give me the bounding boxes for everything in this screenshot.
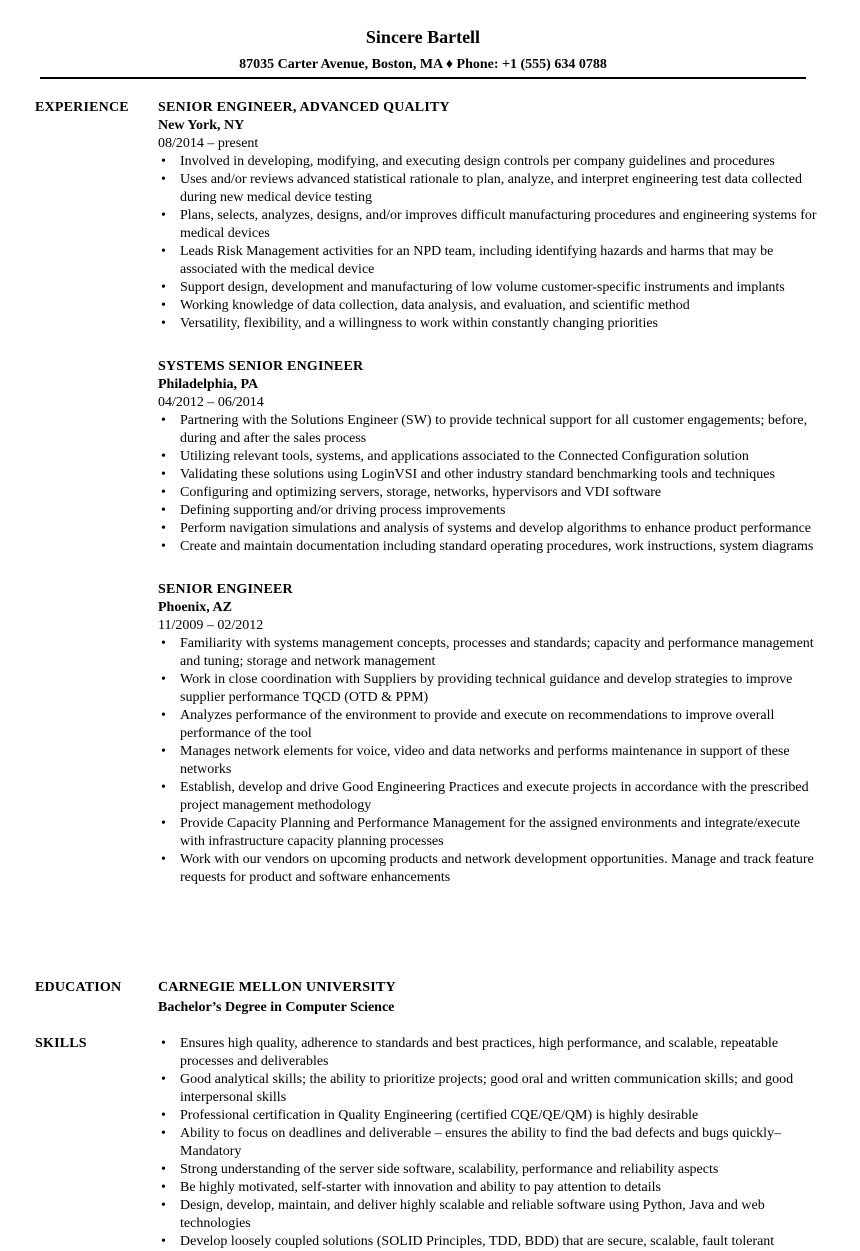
resume-header <box>0 26 846 74</box>
job-bullets <box>158 153 818 333</box>
list-item: • Support design, development and manufacturing of low volume customer-specific instruments and implants <box>161 280 785 295</box>
candidate-name: Sincere Bartell <box>365 27 481 47</box>
section-label-experience: EXPERIENCE <box>35 100 129 115</box>
bullet-text: Defining supporting and/or driving process improvements <box>180 503 506 518</box>
skills-bullets <box>158 1035 818 1251</box>
bullet-text: Leads Risk Management activities for an NPD team, including identifying hazards and harms that may be associated with the medical device <box>180 244 774 277</box>
job-title: SYSTEMS SENIOR ENGINEER <box>158 359 364 374</box>
bullet-text: Perform navigation simulations and analysis of systems and develop algorithms to enhance product performance <box>180 521 812 536</box>
job-dates: 11/2009 – 02/2012 <box>158 618 264 633</box>
bullet-text: Partnering with the Solutions Engineer (SW) to provide technical support for all customer engagements; before, during and after the sales process <box>180 413 808 446</box>
bullet-text: Validating these solutions using LoginVSI and other industry standard benchmarking tools and techniques <box>180 467 775 482</box>
list-item: • Professional certification in Quality Engineering (certified CQE/QE/QM) is highly desirable <box>161 1108 699 1123</box>
bullet-text: Work in close coordination with Suppliers by providing technical guidance and develop strategies to improve supplier performance TQCD (OTD & PPM) <box>180 672 793 705</box>
section-label-education: EDUCATION <box>35 980 122 995</box>
bullet-text: Working knowledge of data collection, data analysis, and evaluation, and scientific method <box>180 298 690 313</box>
bullet-text: Analyzes performance of the environment to provide and execute on recommendations to improve overall performance of the tool <box>180 708 775 741</box>
bullet-text: Versatility, flexibility, and a willingness to work within constantly changing priorities <box>180 316 658 331</box>
list-item: • Versatility, flexibility, and a willingness to work within constantly changing priorities <box>161 316 658 331</box>
list-item: • Create and maintain documentation including standard operating procedures, work instructions, system diagrams <box>161 539 814 554</box>
list-item: • Work with our vendors on upcoming products and network development opportunities. Manage and track feature requests for product and software enhancements <box>161 852 814 885</box>
job-dates: 08/2014 – present <box>158 136 259 151</box>
bullet-text: Involved in developing, modifying, and executing design controls per company guidelines and procedures <box>180 154 775 169</box>
bullet-text: Work with our vendors on upcoming products and network development opportunities. Manage and track feature requests for product and software enhancements <box>180 852 814 885</box>
job-entry <box>158 99 818 333</box>
bullet-text: Create and maintain documentation including standard operating procedures, work instructions, system diagrams <box>180 539 814 554</box>
bullet-text: Establish, develop and drive Good Engineering Practices and execute projects in accordance with the prescribed project management methodology <box>180 780 809 813</box>
bullet-text: Good analytical skills; the ability to prioritize projects; good oral and written communication skills; and good interpersonal skills <box>180 1072 794 1105</box>
job-location: Phoenix, AZ <box>158 600 232 615</box>
list-item: • Involved in developing, modifying, and executing design controls per company guidelines and procedures <box>161 154 775 169</box>
list-item: • Be highly motivated, self-starter with innovation and ability to pay attention to details <box>161 1180 661 1195</box>
header-divider <box>40 77 806 79</box>
education-school: CARNEGIE MELLON UNIVERSITY <box>158 980 396 995</box>
experience-body <box>158 99 818 887</box>
bullet-text: Uses and/or reviews advanced statistical rationale to plan, analyze, and interpret engineering test data collected during new medical device testing <box>180 172 802 205</box>
job-title: SENIOR ENGINEER <box>158 582 293 597</box>
list-item: • Validating these solutions using LoginVSI and other industry standard benchmarking tools and techniques <box>161 467 775 482</box>
bullet-text: Ability to focus on deadlines and deliverable – ensures the ability to find the bad defects and bugs quickly– Mandatory <box>180 1126 782 1159</box>
bullet-text: Ensures high quality, adherence to standards and best practices, high performance, and scalable, repeatable processes and deliverables <box>180 1036 779 1069</box>
list-item: • Design, develop, maintain, and deliver highly scalable and reliable software using Python, Java and web technologies <box>161 1198 765 1231</box>
education-degree: Bachelor’s Degree in Computer Science <box>158 1000 395 1015</box>
list-item: • Plans, selects, analyzes, designs, and/or improves difficult manufacturing procedures and engineering systems for medical devices <box>161 208 817 241</box>
job-entry <box>158 358 818 556</box>
bullet-text: Be highly motivated, self-starter with innovation and ability to pay attention to details <box>180 1180 661 1195</box>
bullet-text: Configuring and optimizing servers, storage, networks, hypervisors and VDI software <box>180 485 662 500</box>
list-item: • Ensures high quality, adherence to standards and best practices, high performance, and scalable, repeatable processes and deliverables <box>161 1036 779 1069</box>
list-item: • Analyzes performance of the environment to provide and execute on recommendations to improve overall performance of the tool <box>161 708 775 741</box>
list-item: • Provide Capacity Planning and Performance Management for the assigned environments and integrate/execute with infrastructure capacity planning processes <box>161 816 801 849</box>
skills-body <box>158 1035 818 1251</box>
list-item: • Working knowledge of data collection, data analysis, and evaluation, and scientific method <box>161 298 690 313</box>
job-location: New York, NY <box>158 118 245 133</box>
bullet-text: Familiarity with systems management concepts, processes and standards; capacity and performance management and tuning; storage and network management <box>180 636 814 669</box>
job-dates: 04/2012 – 06/2014 <box>158 395 264 410</box>
job-location: Philadelphia, PA <box>158 377 259 392</box>
contact-line: 87035 Carter Avenue, Boston, MA ♦ Phone: +1 (555) 634 0788 <box>239 57 607 72</box>
bullet-text: Design, develop, maintain, and deliver highly scalable and reliable software using Python, Java and web technologies <box>180 1198 765 1231</box>
bullet-text: Manages network elements for voice, video and data networks and performs maintenance in support of these networks <box>180 744 790 777</box>
job-entry <box>158 581 818 887</box>
bullet-text: Utilizing relevant tools, systems, and applications associated to the Connected Configuration solution <box>180 449 749 464</box>
education-body <box>158 979 818 1017</box>
list-item: • Familiarity with systems management concepts, processes and standards; capacity and performance management and tuning; storage and network management <box>161 636 814 669</box>
list-item: • Utilizing relevant tools, systems, and applications associated to the Connected Configuration solution <box>161 449 749 464</box>
list-item: • Defining supporting and/or driving process improvements <box>161 503 506 518</box>
list-item: • Strong understanding of the server side software, scalability, performance and reliability aspects <box>161 1162 719 1177</box>
list-item: • Ability to focus on deadlines and deliverable – ensures the ability to find the bad defects and bugs quickly– Mandatory <box>161 1126 782 1159</box>
job-bullets <box>158 412 818 556</box>
list-item: • Work in close coordination with Suppliers by providing technical guidance and develop strategies to improve supplier performance TQCD (OTD & PPM) <box>161 672 793 705</box>
section-label-skills: SKILLS <box>35 1036 87 1051</box>
job-bullets <box>158 635 818 887</box>
bullet-text: Plans, selects, analyzes, designs, and/or improves difficult manufacturing procedures and engineering systems for medical devices <box>180 208 817 241</box>
bullet-text: Professional certification in Quality Engineering (certified CQE/QE/QM) is highly desirable <box>180 1108 699 1123</box>
job-title: SENIOR ENGINEER, ADVANCED QUALITY <box>158 100 450 115</box>
list-item: • Develop loosely coupled solutions (SOLID Principles, TDD, BDD) that are secure, scalable, fault tolerant <box>161 1234 775 1249</box>
bullet-text: Support design, development and manufacturing of low volume customer-specific instruments and implants <box>180 280 785 295</box>
list-item: • Partnering with the Solutions Engineer (SW) to provide technical support for all customer engagements; before, during and after the sales process <box>161 413 808 446</box>
bullet-text: Develop loosely coupled solutions (SOLID Principles, TDD, BDD) that are secure, scalable, fault tolerant <box>180 1234 775 1249</box>
list-item: • Leads Risk Management activities for an NPD team, including identifying hazards and harms that may be associated with the medical device <box>161 244 774 277</box>
list-item: • Uses and/or reviews advanced statistical rationale to plan, analyze, and interpret engineering test data collected during new medical device testing <box>161 172 802 205</box>
list-item: • Good analytical skills; the ability to prioritize projects; good oral and written communication skills; and good interpersonal skills <box>161 1072 794 1105</box>
bullet-text: Provide Capacity Planning and Performance Management for the assigned environments and integrate/execute with infrastructure capacity planning processes <box>180 816 801 849</box>
list-item: • Manages network elements for voice, video and data networks and performs maintenance in support of these networks <box>161 744 790 777</box>
list-item: • Configuring and optimizing servers, storage, networks, hypervisors and VDI software <box>161 485 662 500</box>
list-item: • Establish, develop and drive Good Engineering Practices and execute projects in accordance with the prescribed project management methodology <box>161 780 809 813</box>
bullet-text: Strong understanding of the server side software, scalability, performance and reliability aspects <box>180 1162 719 1177</box>
list-item: • Perform navigation simulations and analysis of systems and develop algorithms to enhance product performance <box>161 521 812 536</box>
